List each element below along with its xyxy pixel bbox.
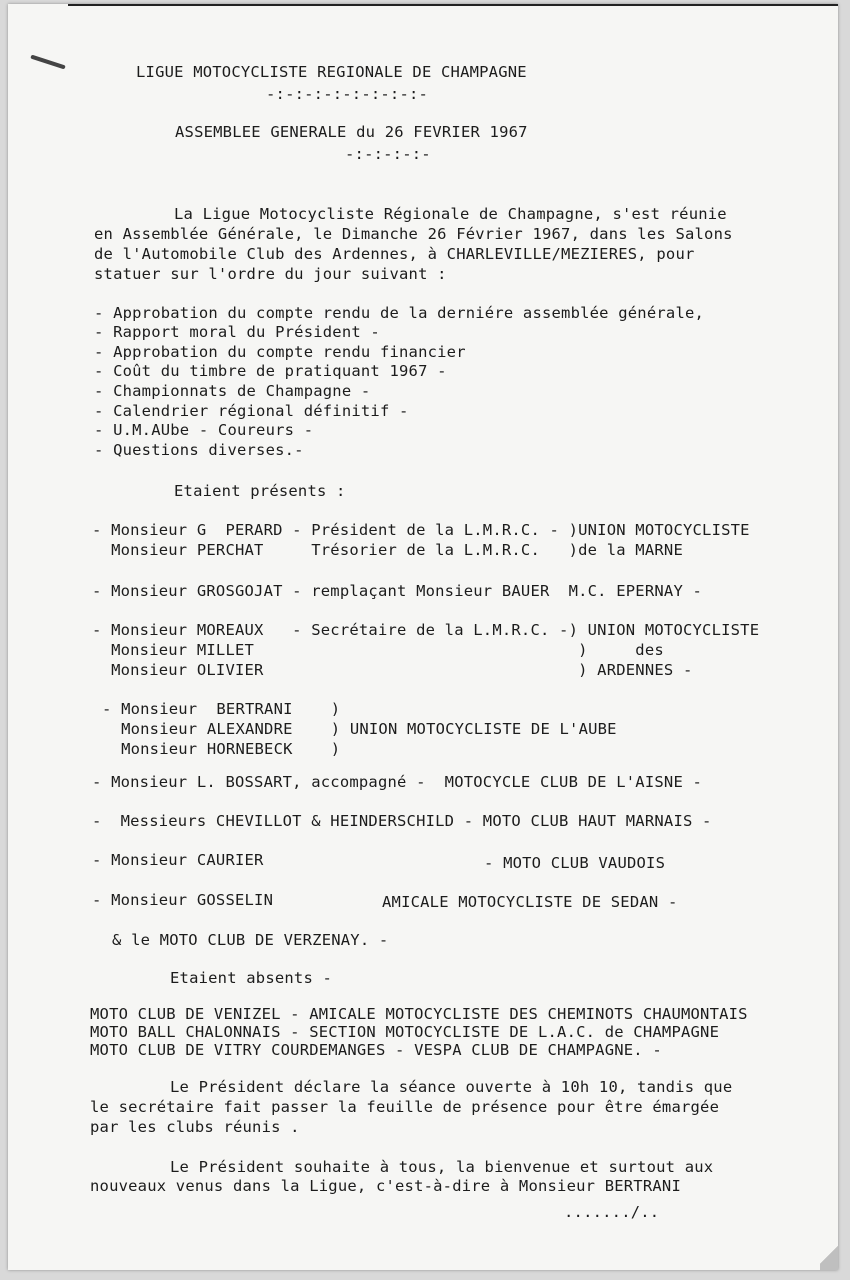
absent-line: MOTO CLUB DE VENIZEL - AMICALE MOTOCYCLISTE DES CHEMINOTS CHAUMONTAIS	[90, 1005, 748, 1023]
intro-line: La Ligue Motocycliste Régionale de Champagne, s'est réunie	[174, 205, 727, 223]
absent-line: MOTO BALL CHALONNAIS - SECTION MOTOCYCLISTE DE L.A.C. de CHAMPAGNE	[90, 1023, 720, 1041]
intro-line: de l'Automobile Club des Ardennes, à CHARLEVILLE/MEZIERES, pour	[94, 245, 695, 263]
present-entry: - Monsieur GOSSELIN	[92, 891, 274, 909]
agenda-item: - Coût du timbre de pratiquant 1967 -	[94, 362, 447, 380]
absent-heading: Etaient absents -	[170, 969, 333, 987]
absent-line: MOTO CLUB DE VITRY COURDEMANGES - VESPA CLUB DE CHAMPAGNE. -	[90, 1041, 662, 1059]
meeting-title-rule: -:-:-:-:-	[345, 145, 431, 163]
top-edge-line	[68, 4, 838, 6]
present-entry: - Monsieur CAURIER	[92, 851, 264, 869]
present-heading: Etaient présents :	[174, 482, 346, 500]
agenda-item: - Approbation du compte rendu financier	[94, 343, 466, 361]
agenda-item: - Approbation du compte rendu de la derniére assemblée générale,	[94, 304, 705, 322]
present-entry: Monsieur OLIVIER ) ARDENNES -	[92, 661, 693, 679]
org-title-rule: -:-:-:-:-:-:-:-:-	[266, 85, 429, 103]
present-entry: Monsieur PERCHAT Trésorier de la L.M.R.C. )de la MARNE	[92, 541, 683, 559]
present-entry: - Monsieur BERTRANI )	[102, 700, 341, 718]
present-entry: - Messieurs CHEVILLOT & HEINDERSCHILD - MOTO CLUB HAUT MARNAIS -	[92, 812, 712, 830]
folded-corner	[820, 1240, 838, 1270]
agenda-item: - Rapport moral du Président -	[94, 323, 380, 341]
present-club: AMICALE MOTOCYCLISTE DE SEDAN -	[382, 893, 678, 911]
present-entry: - Monsieur GROSGOJAT - remplaçant Monsieur BAUER M.C. EPERNAY -	[92, 582, 703, 600]
meeting-title: ASSEMBLEE GENERALE du 26 FEVRIER 1967	[175, 123, 528, 141]
present-entry: - Monsieur L. BOSSART, accompagné - MOTOCYCLE CLUB DE L'AISNE -	[92, 773, 703, 791]
staple-mark-icon	[30, 55, 65, 70]
opening-line: par les clubs réunis .	[90, 1118, 300, 1136]
present-entry: - Monsieur MOREAUX - Secrétaire de la L.M.R.C. -) UNION MOTOCYCLISTE	[92, 621, 760, 639]
welcome-line: Le Président souhaite à tous, la bienvenue et surtout aux	[170, 1158, 714, 1176]
welcome-line: nouveaux venus dans la Ligue, c'est-à-dire à Monsieur BERTRANI	[90, 1177, 681, 1195]
agenda-item: - Calendrier régional définitif -	[94, 402, 409, 420]
present-club: - MOTO CLUB VAUDOIS	[484, 854, 666, 872]
agenda-item: - Championnats de Champagne -	[94, 382, 371, 400]
agenda-item: - U.M.AUbe - Coureurs -	[94, 421, 314, 439]
present-entry: Monsieur MILLET ) des	[92, 641, 664, 659]
present-entry: & le MOTO CLUB DE VERZENAY. -	[112, 931, 389, 949]
present-entry: Monsieur ALEXANDRE ) UNION MOTOCYCLISTE DE L'AUBE	[102, 720, 617, 738]
document-page	[8, 4, 838, 1270]
present-entry: Monsieur HORNEBECK )	[102, 740, 341, 758]
agenda-item: - Questions diverses.-	[94, 441, 304, 459]
continued-marker: ......./..	[564, 1203, 660, 1221]
intro-line: en Assemblée Générale, le Dimanche 26 Février 1967, dans les Salons	[94, 225, 733, 243]
org-title: LIGUE MOTOCYCLISTE REGIONALE DE CHAMPAGNE	[136, 63, 527, 81]
opening-line: le secrétaire fait passer la feuille de présence pour être émargée	[90, 1098, 720, 1116]
intro-line: statuer sur l'ordre du jour suivant :	[94, 265, 447, 283]
opening-line: Le Président déclare la séance ouverte à 10h 10, tandis que	[170, 1078, 733, 1096]
present-entry: - Monsieur G PERARD - Président de la L.M.R.C. - )UNION MOTOCYCLISTE	[92, 521, 750, 539]
